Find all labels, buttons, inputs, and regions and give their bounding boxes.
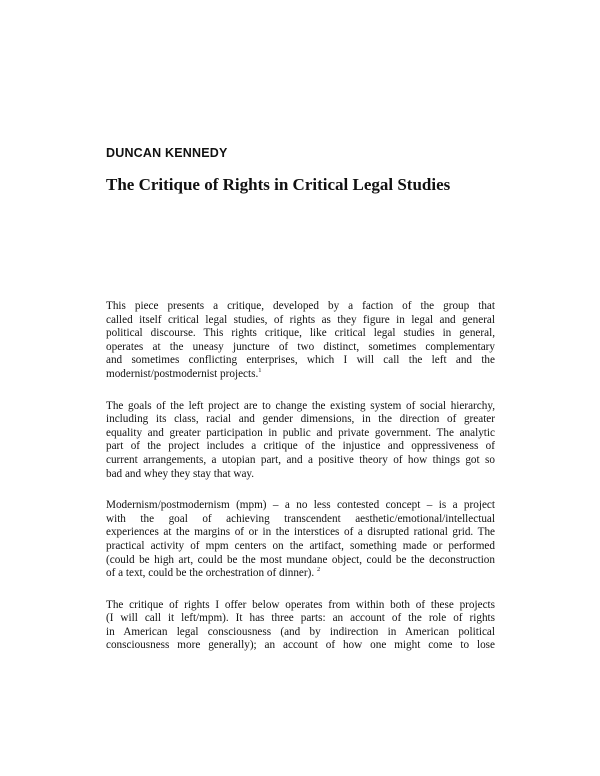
text-line: The goals of the left project are to change the existing system of social hierarchy, (106, 399, 495, 412)
text-line: equality and greater participation in public and private government. The analytic (106, 426, 495, 439)
paragraph-3 (106, 499, 495, 581)
text-line: political discourse. This rights critique, like critical legal studies in general, (106, 327, 495, 340)
text-line: part of the project includes a critique of the injustice and oppressiveness of (106, 440, 495, 453)
text-line: and sometimes conflicting enterprises, which I will call the left and the (106, 354, 495, 367)
body-text (106, 300, 495, 671)
paragraph-1 (106, 300, 495, 382)
text-line: of a text, could be the orchestration of dinner). (106, 567, 315, 580)
text-line: modernist/postmodernist projects. (106, 367, 259, 380)
text-line: (I will call it left/mpm). It has three parts: an account of the role of rights (106, 612, 495, 625)
paragraph-4 (106, 599, 495, 653)
footnote-marker[interactable]: 1 (258, 366, 262, 374)
text-line: operates at the uneasy juncture of two distinct, sometimes complementary (106, 340, 495, 353)
text-line: The critique of rights I offer below operates from within both of these projects (106, 598, 495, 611)
text-line: (could be high art, could be the most mundane object, could be the deconstruction (106, 553, 495, 566)
text-line: This piece presents a critique, developed by a faction of the group that (106, 300, 495, 312)
text-line: current arrangements, a utopian part, and a positive theory of how things got so (106, 453, 495, 466)
author-name: DUNCAN KENNEDY (106, 146, 228, 160)
text-line: experiences at the margins of or in the interstices of a disrupted rational grid. The (106, 526, 495, 539)
text-line-last (106, 567, 495, 581)
paper-title: The Critique of Rights in Critical Legal Studies (106, 175, 451, 194)
text-line: consciousness more generally); an account of how one might come to lose (106, 639, 495, 652)
text-line: with the goal of achieving transcendent aesthetic/emotional/intellectual (106, 512, 495, 525)
text-line: including its class, racial and gender dimensions, in the direction of greater (106, 413, 495, 426)
paragraph-2 (106, 400, 495, 482)
text-line: bad and whey they stay that way. (106, 467, 255, 480)
text-line: in American legal consciousness (and by indirection in American political (106, 625, 495, 638)
footnote-marker[interactable]: 2 (316, 566, 321, 574)
text-line-last (106, 368, 495, 382)
text-line: called itself critical legal studies, of rights as they figure in legal and general (106, 313, 495, 326)
text-line: practical activity of mpm centers on the artifact, something made or performed (106, 539, 495, 552)
text-line: Modernism/postmodernism (mpm) – a no less contested concept – is a project (106, 499, 495, 512)
